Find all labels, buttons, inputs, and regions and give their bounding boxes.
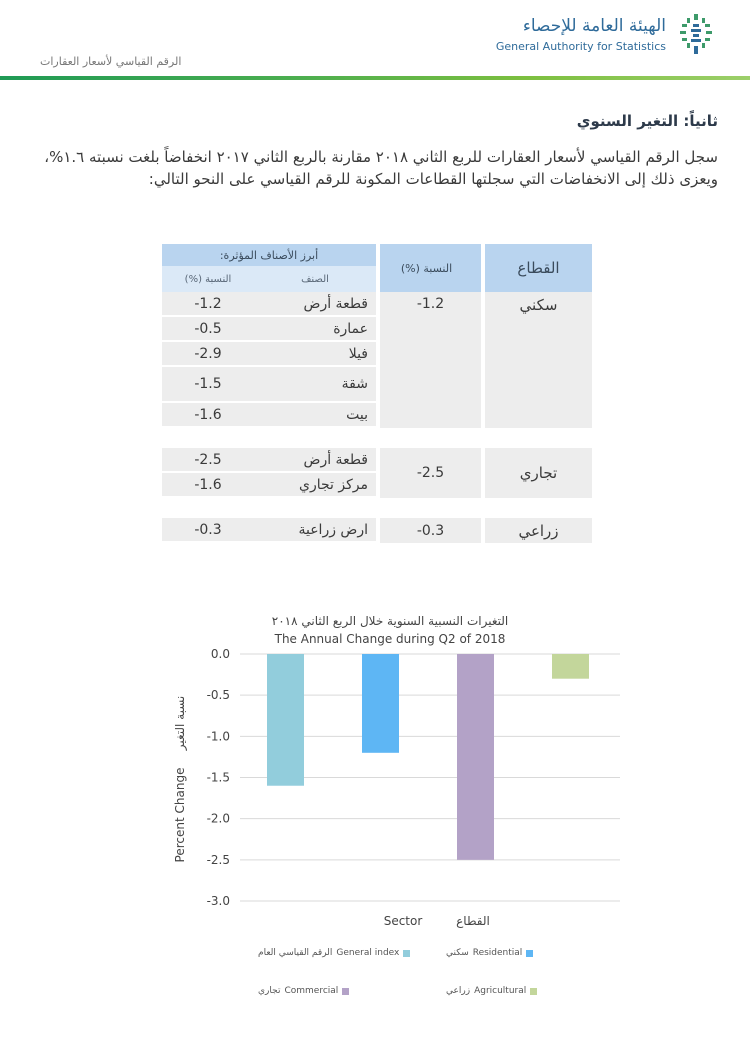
org-name-arabic: الهيئة العامة للإحصاء — [522, 16, 666, 36]
legend-item-commercial — [258, 986, 349, 996]
type-name: شقة — [254, 367, 376, 403]
legend-item-agricultural — [446, 986, 537, 996]
type-pct: -1.6 — [162, 403, 254, 428]
chart-x-label: Sector — [383, 914, 423, 928]
legend-label-en: General index — [336, 948, 400, 958]
sector-pct: -2.5 — [376, 448, 481, 498]
legend-label-en: Agricultural — [474, 986, 527, 996]
chart-x-label-arabic: القطاع — [456, 914, 490, 928]
legend-label-ar: الرقم القياسي العام — [258, 948, 333, 958]
legend-label-ar: زراعي — [446, 986, 471, 996]
type-pct: -0.5 — [162, 317, 254, 342]
type-pct: -0.3 — [162, 518, 254, 543]
legend-swatch — [530, 988, 537, 995]
y-tick-label: -2.5 — [206, 852, 230, 867]
y-tick-label: -3.0 — [206, 894, 230, 908]
legend-label-en: Residential — [472, 948, 523, 958]
chart-y-label: Percent Change — [173, 767, 187, 863]
chart-legend — [246, 928, 620, 1018]
chart-title-english: The Annual Change during Q2 of 2018 — [274, 632, 506, 646]
type-name: فيلا — [254, 342, 376, 367]
sector-pct: -1.2 — [376, 292, 481, 428]
legend-item-residential — [446, 948, 533, 958]
y-tick-label: -1.0 — [206, 729, 230, 744]
legend-swatch — [403, 950, 410, 957]
type-name: مركز تجاري — [254, 473, 376, 498]
chart-y-ticks — [207, 647, 230, 908]
legend-item-general — [258, 948, 410, 958]
sector-name: تجاري — [481, 448, 592, 498]
header-top-categories: أبرز الأصناف المؤثرة: — [162, 244, 376, 266]
legend-label-en: Commercial — [284, 986, 339, 996]
document-title: الرقم القياسي لأسعار العقارات — [40, 55, 182, 68]
type-pct: -1.6 — [162, 473, 254, 498]
bar-commercial — [457, 654, 494, 860]
bar-general-index — [267, 654, 304, 786]
type-name: قطعة أرض — [254, 292, 376, 317]
y-tick-label: -2.0 — [206, 811, 230, 826]
type-name: قطعة أرض — [254, 448, 376, 473]
type-name: عمارة — [254, 317, 376, 342]
gastat-logo-icon — [678, 12, 714, 56]
bar-agricultural — [552, 654, 589, 679]
type-pct: -2.9 — [162, 342, 254, 367]
page-header — [0, 0, 750, 80]
org-name-english: General Authority for Statistics — [495, 40, 666, 53]
section-paragraph: سجل الرقم القياسي لأسعار العقارات للربع الثاني ٢٠١٨ مقارنة بالربع الثاني ٢٠١٧ انخفاضاً بلغت نسبته ١.٦%، ويعزى ذلك إلى الانخفاضات التي سجلتها القطاعات المكونة للرقم القياسي على النحو التالي: — [44, 148, 718, 188]
header-divider — [0, 76, 750, 80]
type-pct: -1.5 — [162, 367, 254, 403]
type-pct: -1.2 — [162, 292, 254, 317]
bar-residential — [362, 654, 399, 753]
chart-bars — [267, 654, 589, 860]
y-tick-label: 0.0 — [210, 647, 230, 661]
legend-swatch — [526, 950, 533, 957]
header-type: الصنف — [254, 266, 376, 292]
sector-name: زراعي — [481, 518, 592, 543]
type-pct: -2.5 — [162, 448, 254, 473]
chart-title-arabic: التغيرات النسبية السنوية خلال الربع الثاني ٢٠١٨ — [271, 614, 509, 628]
sector-name: سكني — [481, 292, 592, 428]
chart-y-label-arabic: نسبة التغير — [173, 695, 187, 751]
type-name: ارض زراعية — [254, 518, 376, 543]
legend-swatch — [342, 988, 349, 995]
header-sector: القطاع — [481, 244, 592, 292]
y-tick-label: -0.5 — [206, 688, 230, 703]
header-sector-pct: النسبة (%) — [376, 244, 481, 292]
legend-label-ar: سكني — [446, 948, 469, 958]
sector-pct: -0.3 — [376, 518, 481, 543]
sector-table — [162, 244, 592, 543]
y-tick-label: -1.5 — [206, 770, 230, 785]
section-title: ثانياً: التغير السنوي — [576, 112, 718, 130]
type-name: بيت — [254, 403, 376, 428]
header-type-pct: النسبة (%) — [162, 266, 254, 292]
legend-label-ar: تجاري — [258, 986, 281, 996]
